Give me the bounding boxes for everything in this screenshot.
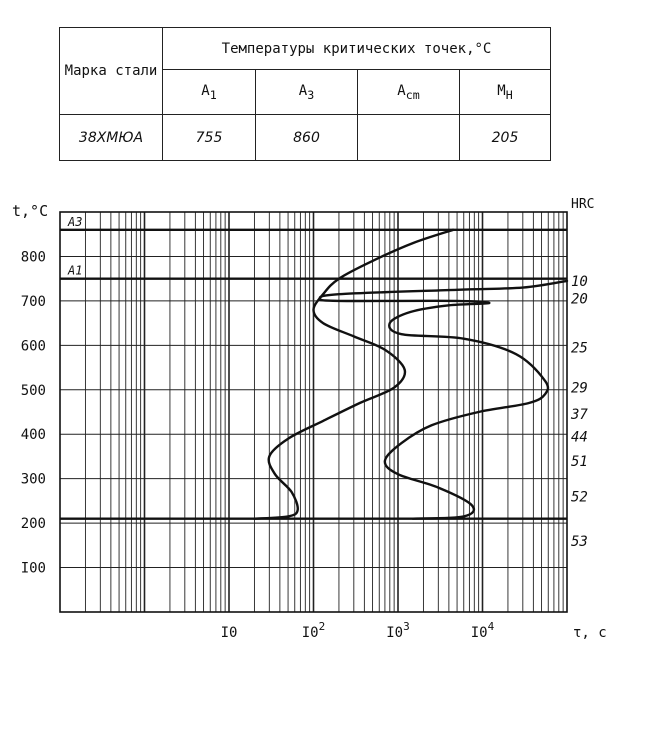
y-tick-label: 300 (20, 471, 46, 488)
steel-grade-header: Марка стали (60, 28, 163, 115)
hrc-label: 10 (571, 273, 588, 290)
hrc-label: 20 (571, 291, 588, 308)
a1-value: 755 (163, 115, 256, 161)
y-tick-label: 400 (20, 427, 46, 444)
a3-header: $A_3$ (256, 70, 358, 115)
mn-header: $M_H$ (460, 70, 551, 115)
mn-value: 205 (460, 115, 551, 161)
hrc-header: HRC (571, 197, 595, 212)
hrc-label: 29 (571, 380, 588, 397)
hrc-label: 51 (571, 453, 588, 470)
y-tick-label: I00 (20, 560, 46, 577)
y-tick-label: 800 (20, 249, 46, 266)
a3-value: 860 (256, 115, 358, 161)
steel-grade-value: 38ХМЮА (60, 115, 163, 161)
y-tick-label: 200 (20, 516, 46, 533)
hrc-label: 25 (571, 340, 588, 357)
y-axis-label: t,°C (12, 202, 49, 220)
a1-header: $A_1$ (163, 70, 256, 115)
a1-line-label: A1 (68, 263, 83, 278)
hrc-label: 37 (571, 407, 588, 424)
curve-end (320, 281, 567, 519)
hrc-label: 44 (571, 429, 588, 446)
hrc-label: 53 (571, 533, 588, 550)
hrc-label: 52 (571, 489, 588, 506)
x-tick-label: $I0^4$ (470, 620, 495, 641)
y-tick-label: 700 (20, 293, 46, 310)
a3-line-label: A3 (68, 214, 83, 229)
x-tick-label: $I0^2$ (301, 620, 326, 641)
x-tick-label: I0 (220, 625, 238, 641)
y-tick-label: 600 (20, 338, 46, 355)
y-tick-label: 500 (20, 382, 46, 399)
x-tick-label: $I0^3$ (386, 620, 410, 641)
critical-temps-header: Температуры критических точек,°C (163, 28, 551, 70)
acm-header: $A_{cm}$ (358, 70, 460, 115)
x-axis-label: τ, c (573, 625, 607, 641)
